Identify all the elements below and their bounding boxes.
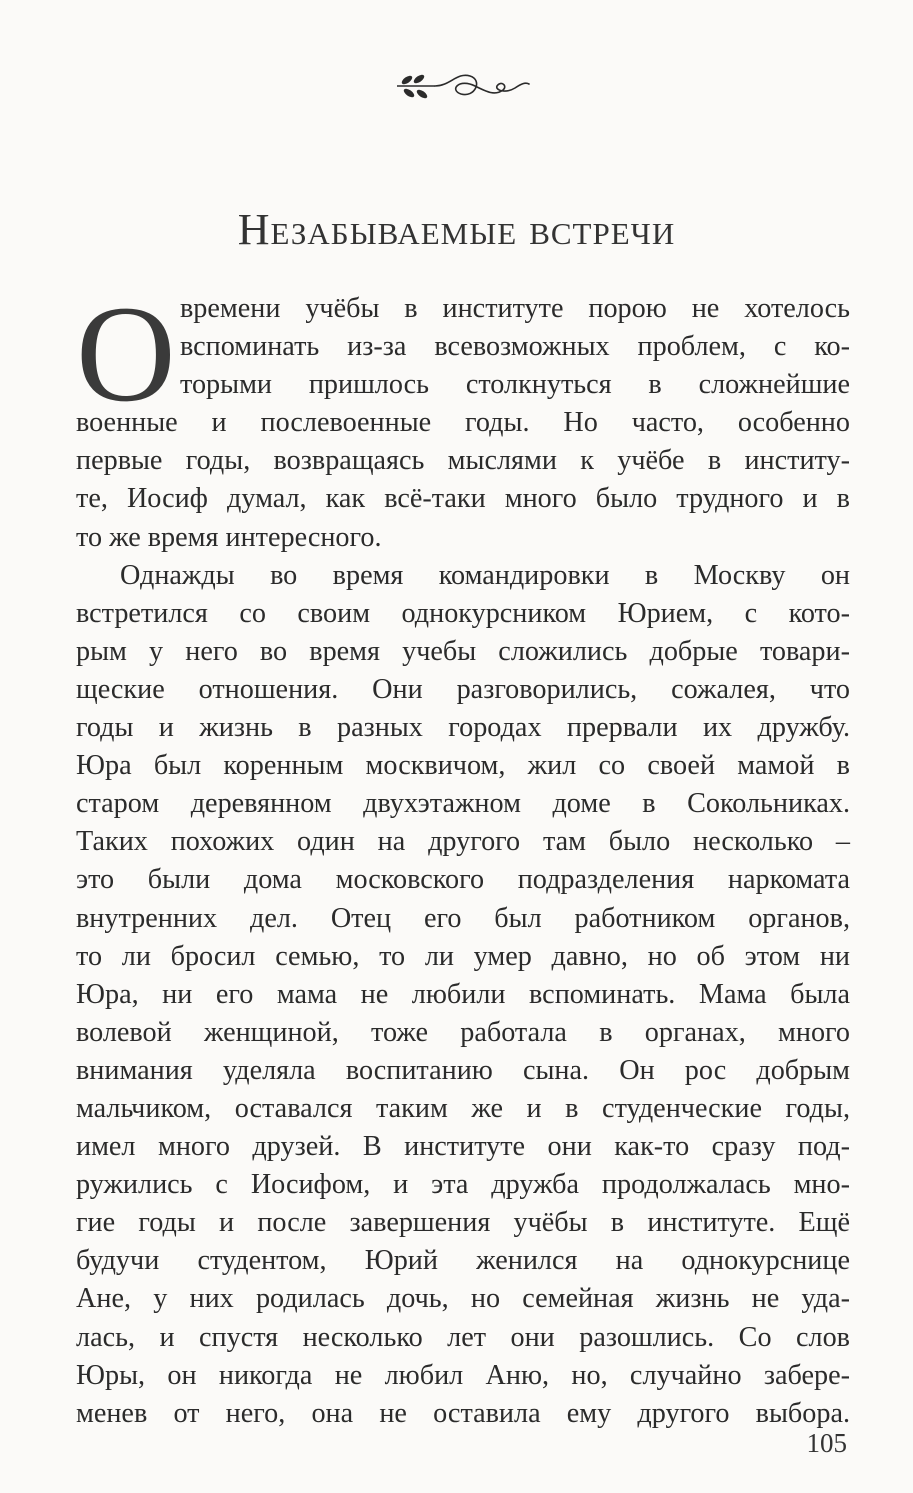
body-text	[76, 277, 850, 1433]
text-line: Юра, ни его мама не любили вспоминать. Мама была	[76, 978, 850, 1010]
text-line: Однажды во время командировки в Москву он	[120, 559, 850, 591]
text-line: старом деревянном двухэтажном доме в Сокольниках.	[76, 788, 850, 820]
text-line: Юра был коренным москвичом, жил со своей мамой в	[76, 750, 850, 782]
text-line: менев от него, она не оставила ему другого выбора.	[76, 1397, 850, 1429]
text-line: волевой женщиной, тоже работала в органах, много	[76, 1016, 850, 1048]
page-number: 105	[806, 1428, 847, 1458]
text-line: мальчиком, оставался таким же и в студенческие годы,	[76, 1092, 850, 1124]
chapter-title: Незабываемые встречи	[237, 205, 676, 254]
text-line: внимания уделяла воспитанию сына. Он рос добрым	[76, 1054, 850, 1086]
text-line: гие годы и после завершения учёбы в институте. Ещё	[76, 1207, 850, 1239]
paragraph-1	[76, 277, 850, 557]
text-line: первые годы, возвращаясь мыслями к учёбе в институ-	[76, 445, 850, 477]
text-line: вспоминать из-за всевозможных проблем, с ко-	[180, 331, 850, 363]
text-line: лась, и спустя несколько лет они разошлись. Со слов	[76, 1321, 850, 1353]
text-line: встретился со своим однокурсником Юрием, с кото-	[76, 597, 850, 629]
text-line: Юры, он никогда не любил Аню, но, случайно забере-	[76, 1359, 850, 1391]
text-line: Ане, у них родилась дочь, но семейная жизнь не уда-	[76, 1283, 850, 1315]
leaf-swirl-ornament-icon	[395, 68, 535, 108]
text-line: Таких похожих один на другого там было несколько –	[76, 826, 850, 858]
text-line: имел много друзей. В институте они как-то сразу под-	[76, 1131, 850, 1163]
text-line: то ли бросил семью, то ли умер давно, но об этом ни	[76, 940, 850, 972]
text-line: это были дома московского подразделения наркомата	[76, 864, 850, 896]
text-line: времени учёбы в институте порою не хотелось	[180, 293, 850, 324]
text-line: рым у него во время учебы сложились добрые товари-	[76, 635, 850, 667]
text-line: военные и послевоенные годы. Но часто, особенно	[76, 407, 850, 439]
paragraph-2	[76, 557, 850, 1433]
text-line: будучи студентом, Юрий женился на однокурснице	[76, 1245, 850, 1277]
text-line: торыми пришлось столкнуться в сложнейшие	[180, 369, 850, 401]
text-line: внутренних дел. Отец его был работником органов,	[76, 902, 850, 934]
drop-cap: О	[76, 277, 176, 430]
text-line: щеские отношения. Они разговорились, сожалея, что	[76, 673, 850, 705]
text-line: те, Иосиф думал, как всё-таки много было трудного и в	[76, 483, 850, 515]
text-line: годы и жизнь в разных городах прервали их дружбу.	[76, 712, 850, 744]
text-line: ружились с Иосифом, и эта дружба продолжалась мно-	[76, 1169, 850, 1201]
text-line: то же время интересного.	[76, 521, 382, 553]
